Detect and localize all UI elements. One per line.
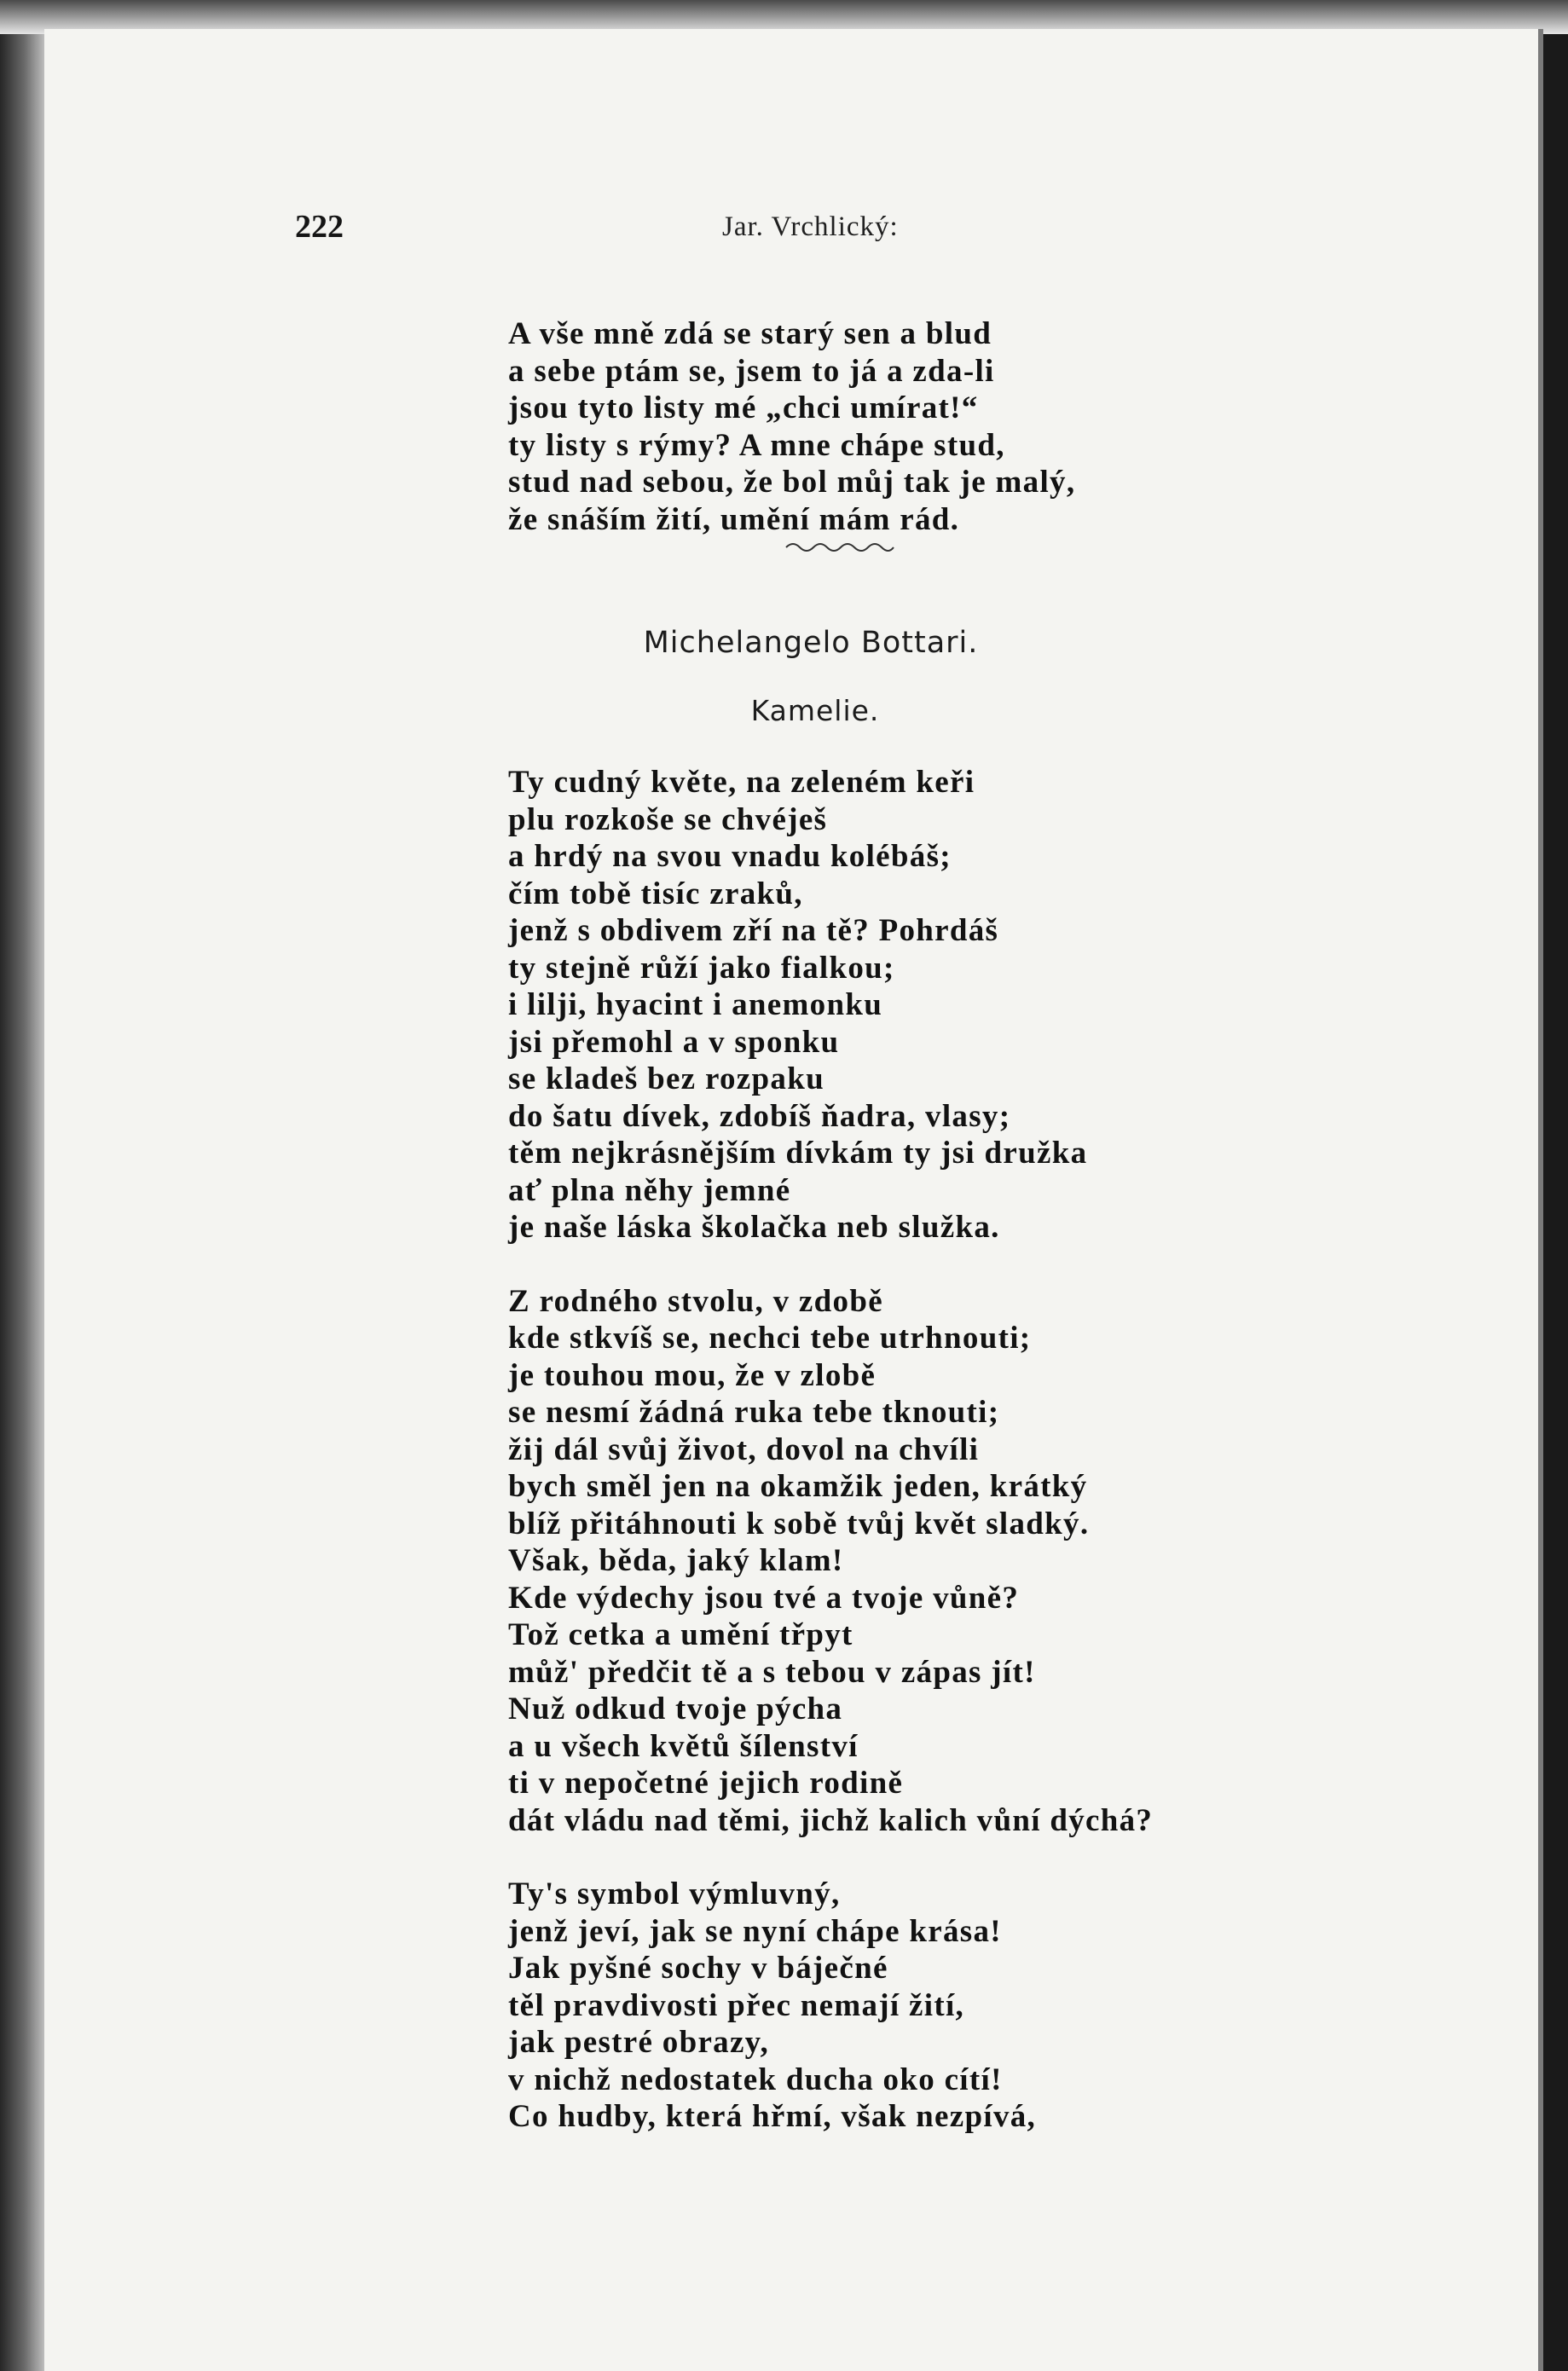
verse-line: ty listy s rýmy? A mne chápe stud, (508, 427, 1005, 463)
author-heading: Michelangelo Bottari. (643, 626, 979, 660)
verse-line: ty stejně růží jako fialkou; (508, 950, 895, 986)
verse-line: Ty cudný květe, na zeleném keři (508, 765, 975, 800)
verse-line: těm nejkrásnějším dívkám ty jsi družka (508, 1136, 1088, 1171)
scan-border-left (0, 0, 44, 2371)
verse-line: Tož cetka a umění třpyt (508, 1617, 853, 1652)
verse-line: do šatu dívek, zdobíš ňadra, vlasy; (508, 1098, 1011, 1134)
verse-line: a sebe ptám se, jsem to já a zda-li (508, 353, 995, 389)
verse-line: je naše láska školačka neb služka. (508, 1210, 1000, 1245)
verse-line: jsou tyto listy mé „chci umírat!“ (508, 390, 979, 425)
verse-line: bych směl jen na okamžik jeden, krátký (508, 1469, 1088, 1504)
verse-line: čím tobě tisíc zraků, (508, 876, 803, 911)
verse-line: stud nad sebou, že bol můj tak je malý, (508, 465, 1076, 500)
verse-line: dát vládu nad těmi, jichž kalich vůní dýchá? (508, 1802, 1154, 1838)
verse-line: Však, běda, jaký klam! (508, 1543, 844, 1578)
verse-line: těl pravdivosti přec nemají žití, (508, 1987, 965, 2023)
verse-line: je touhou mou, že v zlobě (508, 1357, 877, 1393)
verse-line: a hrdý na svou vnadu kolébáš; (508, 839, 952, 874)
verse-line: se kladeš bez rozpaku (508, 1061, 825, 1096)
previous-poem-ending (508, 315, 1241, 538)
verse-line: plu rozkoše se chvéješ (508, 801, 828, 837)
verse-line: můž' předčit tě a s tebou v zápas jít! (508, 1654, 1036, 1690)
verse-line: jak pestré obrazy, (508, 2025, 769, 2060)
verse-line: Jak pyšné sochy v báječné (508, 1951, 888, 1986)
book-page (44, 29, 1543, 2371)
verse-line: Nuž odkud tvoje pýcha (508, 1692, 843, 1726)
verse-line: žij dál svůj život, dovol na chvíli (508, 1431, 980, 1467)
verse-line: i lilji, hyacint i anemonku (508, 987, 883, 1022)
running-head (44, 208, 1543, 259)
verse-line: Co hudby, která hřmí, však nezpívá, (508, 2099, 1037, 2134)
running-title: Jar. Vrchlický: (722, 211, 899, 242)
stanza (508, 1876, 1241, 2136)
poem-body (508, 764, 1241, 2136)
verse-line: kde stkvíš se, nechci tebe utrhnouti; (508, 1321, 1032, 1356)
verse-line: A vše mně zdá se starý sen a blud (508, 316, 992, 351)
verse-line: Ty's symbol výmluvný, (508, 1877, 841, 1911)
verse-line: Kde výdechy jsou tvé a tvoje vůně? (508, 1580, 1020, 1616)
verse-line: v nichž nedostatek ducha oko cítí! (508, 2062, 1003, 2097)
verse-line: jenž s obdivem zří na tě? Pohrdáš (508, 913, 999, 948)
verse-line: že snáším žití, umění mám rád. (508, 501, 960, 537)
poem-title: Kamelie. (750, 694, 880, 727)
verse-line: Z rodného stvolu, v zdobě (508, 1283, 883, 1319)
verse-line: se nesmí žádná ruka tebe tknouti; (508, 1395, 1000, 1430)
stanza (508, 764, 1241, 1246)
verse-line: a u všech květů šílenství (508, 1728, 859, 1764)
page-number: 222 (295, 209, 344, 245)
verse-line: blíž přitáhnouti k sobě tvůj květ sladký. (508, 1506, 1090, 1541)
verse-line: ti v nepočetné jejich rodině (508, 1766, 904, 1801)
stanza (508, 1283, 1241, 1840)
verse-line: jenž jeví, jak se nyní chápe krása! (508, 1913, 1002, 1949)
verse-line: jsi přemohl a v sponku (508, 1024, 840, 1060)
verse-line: ať plna něhy jemné (508, 1172, 791, 1208)
section-divider-ornament (784, 539, 895, 552)
